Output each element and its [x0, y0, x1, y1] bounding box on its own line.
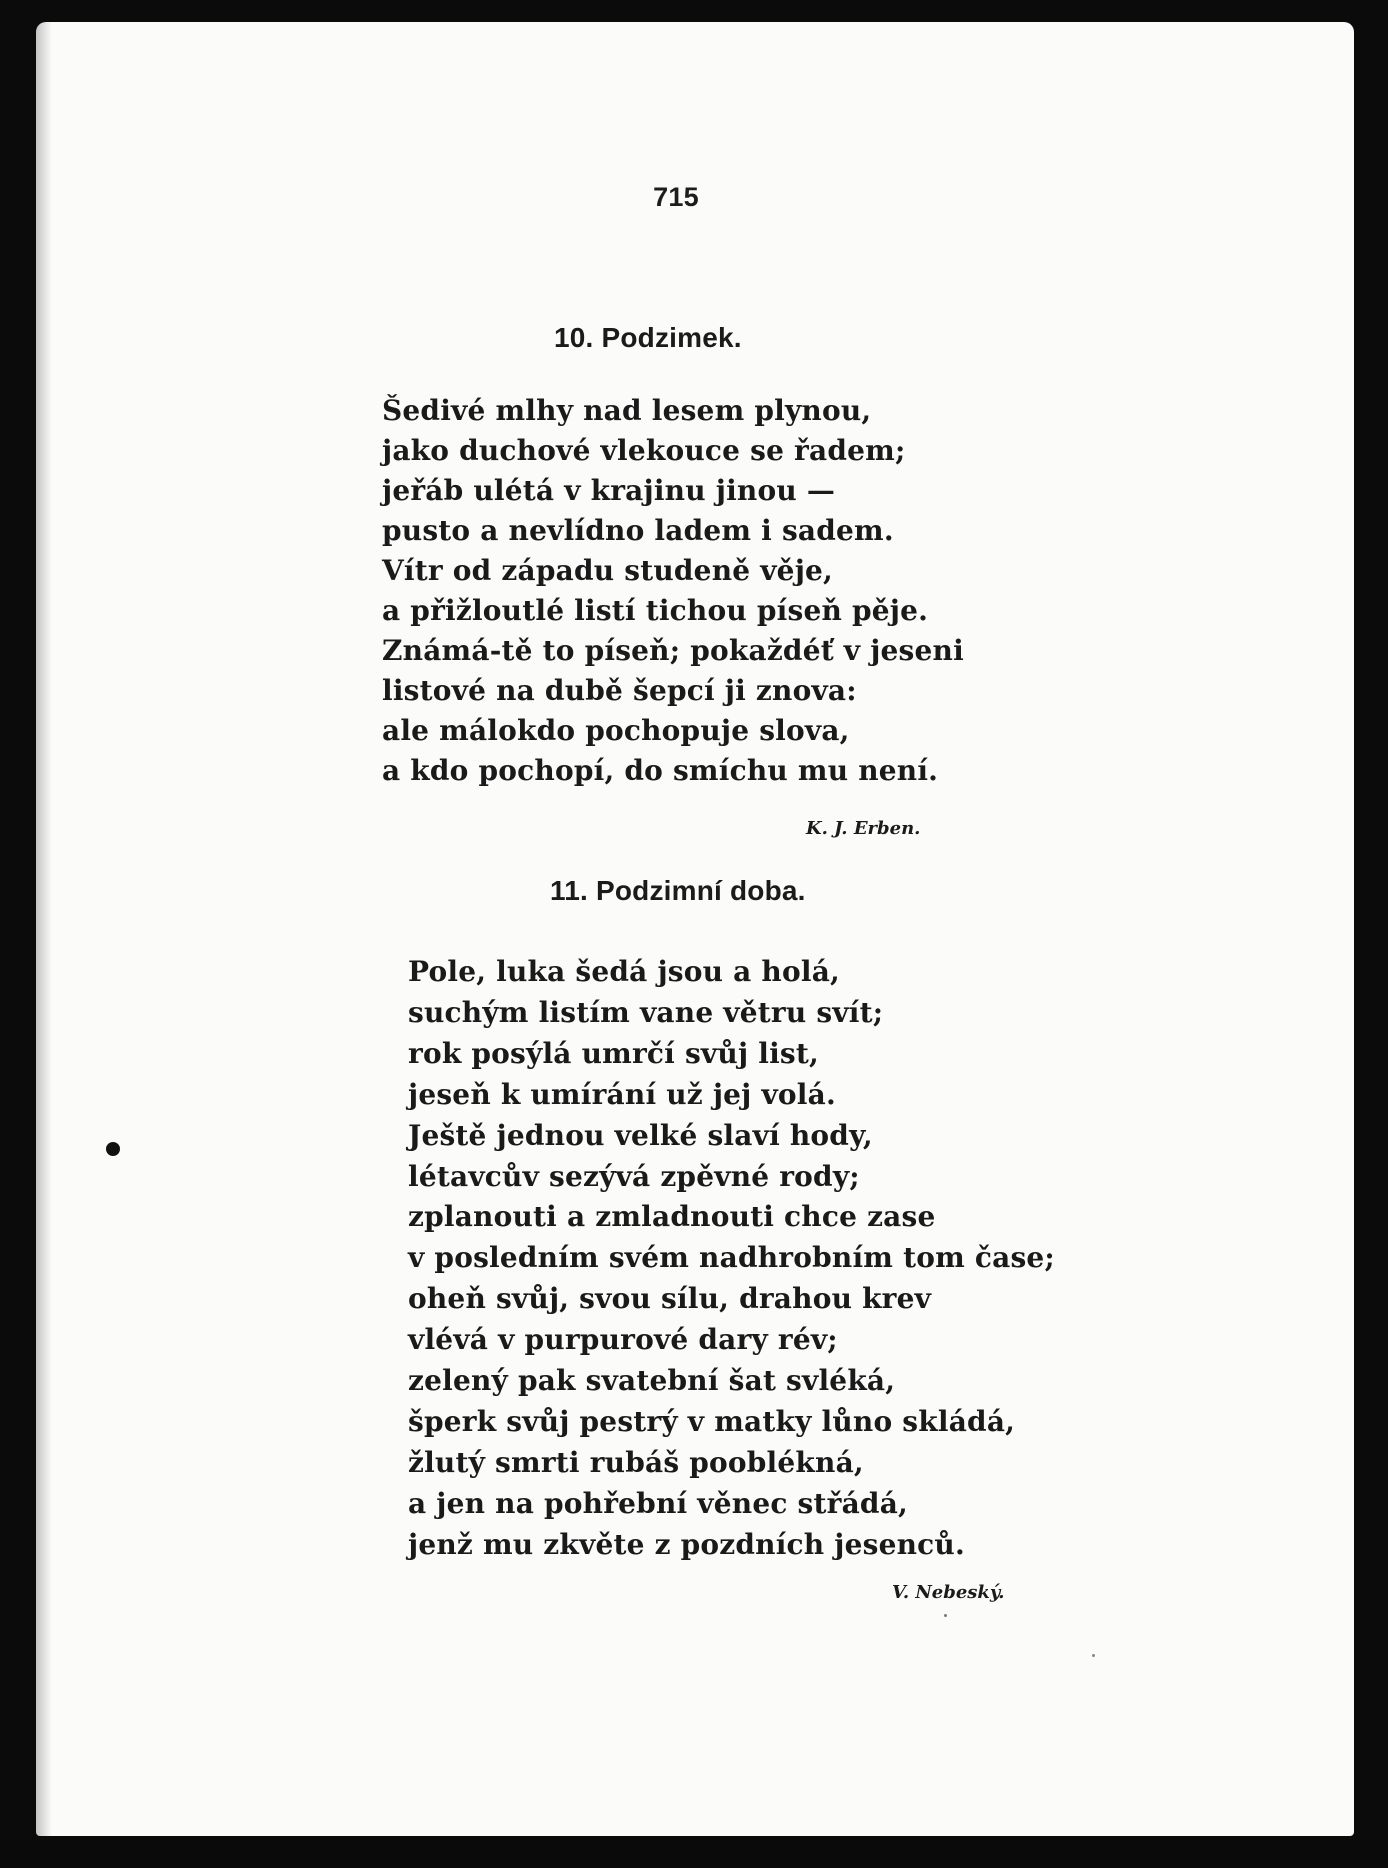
author-2: V. Nebeský. — [892, 1582, 1005, 1603]
poem-2-line-4: jeseň k umírání už jej volá. — [408, 1077, 836, 1111]
page-sheet — [36, 22, 1354, 1836]
poem-2-line-13: žlutý smrti rubáš pooblékná, — [408, 1445, 864, 1479]
poem-1-line-9: ale málokdo pochopuje slova, — [382, 714, 850, 747]
poem-2-line-12: šperk svůj pestrý v matky lůno skládá, — [408, 1404, 1016, 1438]
poem-1-line-5: Vítr od západu studeně věje, — [382, 554, 833, 587]
poem-1-line-2: jako duchové vlekouce se řadem; — [382, 434, 906, 467]
poem-1-line-10: a kdo pochopí, do smíchu mu není. — [382, 754, 939, 787]
poem-2-line-14: a jen na pohřební věnec střádá, — [408, 1486, 909, 1520]
poem-1-line-7: Známá-tě to píseň; pokaždéť v jeseni — [382, 634, 964, 667]
poem-2-line-11: zelený pak svatební šat svléká, — [408, 1364, 896, 1398]
poem-1-line-4: pusto a nevlídno ladem i sadem. — [382, 514, 894, 547]
poem-2-line-15: jenž mu zkvěte z pozdních jesenců. — [408, 1527, 965, 1561]
author-1: K. J. Erben. — [806, 818, 921, 839]
ink-speck — [106, 1142, 120, 1156]
poem-2-line-10: vlévá v purpurové dary rév; — [408, 1323, 838, 1357]
poem-2-line-2: suchým listím vane větru svít; — [408, 995, 884, 1029]
dust-speck — [1092, 1654, 1095, 1657]
poem-1-line-8: listové na dubě šepcí ji znova: — [382, 674, 857, 707]
poem-2-line-7: zplanouti a zmladnouti chce zase — [408, 1200, 936, 1234]
section-title-2: 11. Podzimní doba. — [550, 875, 806, 906]
scan-bottom-band — [0, 1840, 1388, 1868]
section-title-1: 10. Podzimek. — [554, 322, 742, 353]
page-number: 715 — [653, 182, 699, 212]
poem-1-line-1: Šedivé mlhy nad lesem plynou, — [382, 394, 872, 427]
poem-2-line-6: létavcův sezývá zpěvné rody; — [408, 1159, 860, 1193]
page-edge-shadow — [36, 22, 52, 1836]
poem-2-line-9: oheň svůj, svou sílu, drahou krev — [408, 1282, 932, 1316]
poem-1 — [382, 391, 1022, 791]
poem-2-line-3: rok posýlá umrčí svůj list, — [408, 1036, 819, 1070]
poem-1-line-6: a přižloutlé listí tichou píseň pěje. — [382, 594, 929, 627]
poem-2 — [408, 952, 1168, 1566]
poem-2-line-1: Pole, luka šedá jsou a holá, — [408, 955, 840, 988]
poem-2-line-5: Ještě jednou velké slaví hody, — [408, 1118, 873, 1152]
poem-2-line-8: v posledním svém nadhrobním tom čase; — [408, 1241, 1055, 1275]
poem-1-line-3: jeřáb ulétá v krajinu jinou — — [382, 474, 836, 507]
dust-speck — [944, 1614, 947, 1617]
